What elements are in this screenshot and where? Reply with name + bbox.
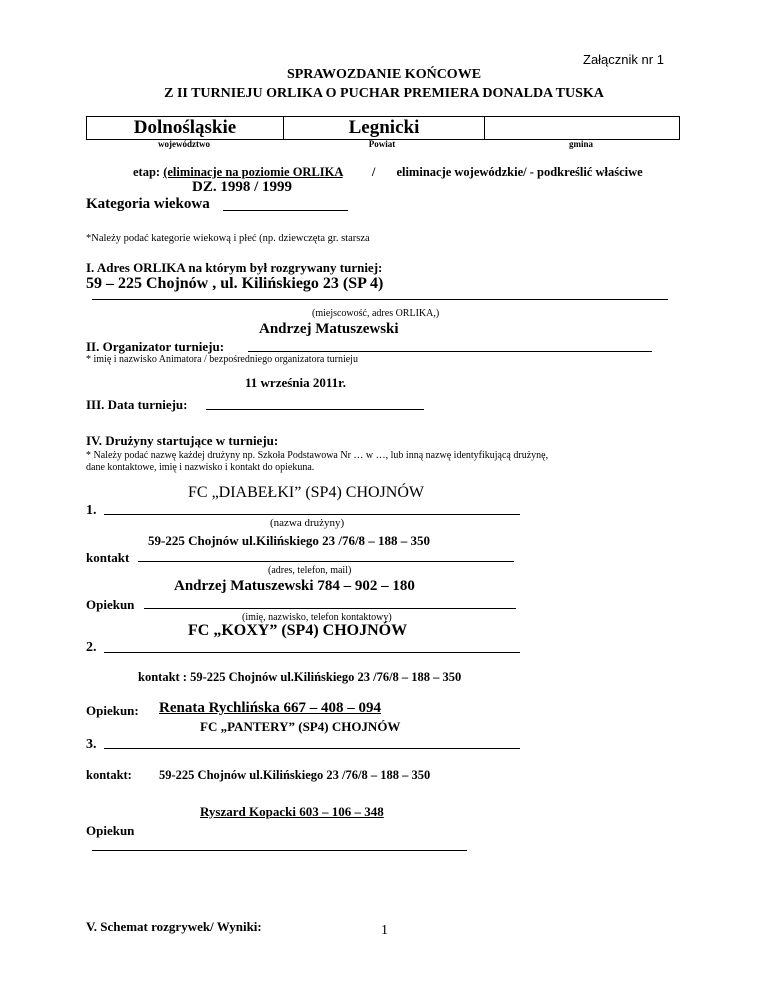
orlik-address-line — [92, 299, 668, 300]
category-note: *Należy podać kategorie wiekową i płeć (np. dziewczęta gr. starsza — [86, 233, 370, 244]
team-1-guardian-caption: (imię, nazwisko, telefon kontaktowy) — [242, 612, 392, 623]
teams-note-1: * Należy podać nazwę każdej drużyny np. Szkoła Podstawowa Nr … w …, lub inną nazwę identyfikującą drużynę, — [86, 450, 549, 461]
stage-option-voivodeship: eliminacje wojewódzkie/ - podkreślić właściwe — [396, 165, 643, 179]
team-1-guardian-line — [144, 608, 516, 609]
section-5-heading: V. Schemat rozgrywek/ Wyniki: — [86, 919, 262, 934]
category-value: DZ. 1998 / 1999 — [192, 179, 293, 195]
date-value: 11 września 2011r. — [245, 375, 346, 390]
section-4-heading: IV. Drużyny startujące w turnieju: — [86, 433, 279, 448]
stage-separator: / — [371, 165, 376, 179]
region-table — [86, 116, 680, 140]
team-3-contact-value: 59-225 Chojnów ul.Kilińskiego 23 /76/8 – 188 – 350 — [159, 768, 431, 782]
team-1-contact-label: kontakt — [86, 550, 130, 565]
team-3-guardian-label: Opiekun — [86, 823, 135, 838]
team-2-contact: kontakt : 59-225 Chojnów ul.Kilińskiego 23 /76/8 – 188 – 350 — [138, 670, 462, 684]
organizer-line — [248, 351, 652, 352]
section-2-heading: II. Organizator turnieju: — [86, 339, 225, 354]
stage-line — [133, 165, 643, 180]
orlik-address-value: 59 – 225 Chojnów , ul. Kilińskiego 23 (SP 4) — [86, 275, 384, 292]
category-line — [223, 210, 348, 211]
team-1-guardian-label: Opiekun — [86, 597, 135, 612]
orlik-address-caption: (miejscowość, adres ORLIKA,) — [312, 308, 440, 319]
teams-note-2: dane kontaktowe, imię i nazwisko i kontakt do opiekuna. — [86, 462, 315, 473]
team-3-name-line — [104, 748, 520, 749]
team-1-contact-value: 59-225 Chojnów ul.Kilińskiego 23 /76/8 – 188 – 350 — [148, 533, 431, 548]
team-3-contact-label: kontakt: — [86, 768, 132, 782]
team-2-name: FC „KOXY” (SP4) CHOJNÓW — [188, 622, 408, 639]
team-2-guardian-value: Renata Rychlińska 667 – 408 – 094 — [159, 700, 381, 716]
team-1-name-line — [104, 514, 520, 515]
team-1-contact-caption: (adres, telefon, mail) — [268, 565, 352, 576]
team-3-number: 3. — [86, 737, 97, 752]
team-3-guardian-line — [92, 850, 467, 851]
team-2-guardian-label: Opiekun: — [86, 703, 139, 718]
team-3-guardian-value: Ryszard Kopacki 603 – 106 – 348 — [200, 804, 384, 819]
commune-caption: gmina — [568, 139, 593, 149]
team-1-name: FC „DIABEŁKI” (SP4) CHOJNÓW — [188, 484, 424, 501]
team-2-number: 2. — [86, 640, 97, 655]
team-3-name: FC „PANTERY” (SP4) CHOJNÓW — [200, 719, 401, 734]
category-label: Kategoria wiekowa — [86, 196, 210, 212]
organizer-note: * imię i nazwisko Animatora / bezpośredniego organizatora turnieju — [86, 354, 358, 365]
voivodeship-caption: województwo — [158, 139, 210, 149]
section-3-heading: III. Data turnieju: — [86, 397, 188, 412]
page-number: 1 — [381, 923, 388, 938]
stage-option-orlik: (eliminacje na poziomie ORLIKA — [163, 165, 343, 179]
organizer-value: Andrzej Matuszewski — [259, 321, 399, 337]
title-line-1: SPRAWOZDANIE KOŃCOWE — [286, 67, 482, 82]
county-caption: Powiat — [368, 139, 396, 149]
stage-label: etap: — [133, 165, 161, 179]
date-line — [206, 409, 424, 410]
annex-label: Załącznik nr 1 — [583, 52, 664, 67]
team-2-name-line — [104, 652, 520, 653]
team-1-number: 1. — [86, 503, 97, 518]
commune-cell — [485, 117, 680, 140]
team-1-contact-line — [138, 561, 514, 562]
county-cell: Legnicki — [284, 117, 485, 140]
team-1-name-caption: (nazwa drużyny) — [270, 517, 345, 529]
section-1-heading: I. Adres ORLIKA na którym był rozgrywany turniej: — [86, 260, 383, 275]
team-1-guardian-value: Andrzej Matuszewski 784 – 902 – 180 — [174, 578, 415, 594]
title-line-2: Z II TURNIEJU ORLIKA O PUCHAR PREMIERA DONALDA TUSKA — [164, 86, 604, 101]
voivodeship-cell: Dolnośląskie — [87, 117, 284, 140]
